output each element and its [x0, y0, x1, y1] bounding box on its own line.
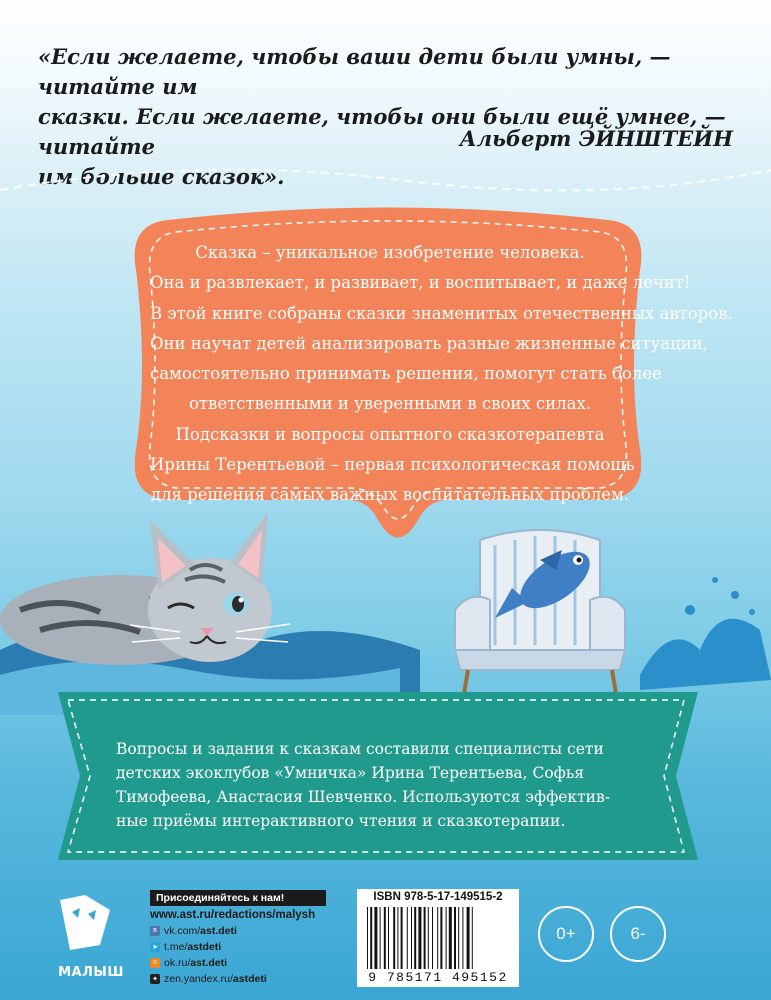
- description-line: Она и развлекает, и развивает, и воспитывает, и даже лечит!: [150, 273, 691, 293]
- authors-note-text: [116, 737, 672, 833]
- website-link[interactable]: www.ast.ru/redactions/malysh: [150, 909, 316, 921]
- barcode-bar: [401, 907, 403, 969]
- publisher-logo-text: МАЛЫШ: [58, 965, 124, 980]
- isbn-barcode-block: [357, 889, 519, 987]
- description-line: Они научат детей анализировать разные жизненные ситуации,: [150, 333, 708, 353]
- barcode-bar: [370, 907, 372, 969]
- water-splash-illustration: [640, 577, 771, 690]
- zen-icon: ✦: [150, 974, 160, 984]
- age-rating-badge: 0+: [538, 906, 594, 962]
- barcode-bar: [462, 907, 463, 969]
- social-link-telegram[interactable]: ➤ t.me/ astdeti: [150, 940, 330, 953]
- barcode-bar: [407, 907, 408, 969]
- odnoklassniki-icon: о: [150, 958, 160, 968]
- barcode-bar: [437, 907, 438, 969]
- quote-line: «Если желаете, чтобы ваши дети были умны, — читайте им: [38, 44, 671, 99]
- authors-note-line: Вопросы и задания к сказкам составили специалисты сети: [116, 740, 604, 758]
- armchair-illustration: [455, 530, 625, 705]
- barcode-bar: [432, 907, 433, 969]
- barcode-bar: [414, 907, 416, 969]
- barcode-bar: [467, 907, 470, 969]
- telegram-icon: ➤: [150, 942, 160, 952]
- barcode-bar: [388, 907, 389, 969]
- illustration: [0, 500, 771, 715]
- description-line: В этой книге собраны сказки знаменитых отечественных авторов.: [150, 303, 733, 323]
- age-rating-badge: 6-: [610, 906, 666, 962]
- barcode: [357, 907, 519, 971]
- cat-illustration: [0, 512, 290, 665]
- description-line: ответственными и уверенными в своих силах.: [188, 394, 592, 414]
- social-links: [150, 888, 330, 985]
- authors-note-line: детских экоклубов «Умничка» Ирина Терентьева, Софья: [116, 764, 585, 782]
- description-line: для решения самых важных воспитательных проблем.: [150, 485, 630, 505]
- quote-line: им больше сказок».: [38, 164, 285, 189]
- vk-icon: в: [150, 926, 160, 936]
- description-line: самостоятельно принимать решения, помогут стать более: [150, 364, 662, 384]
- barcode-bar: [384, 907, 386, 969]
- authors-note-line: ные приёмы интерактивного чтения и сказкотерапии.: [116, 812, 566, 830]
- description-line: Сказка – уникальное изобретение человека.: [195, 243, 585, 262]
- isbn-label: ISBN 978-5-17-149515-2: [373, 891, 503, 903]
- description-line: Ирины Терентьевой – первая психологическая помощь: [150, 455, 635, 475]
- authors-note-line: Тимофеева, Анастасия Шевченко. Используются эффектив-: [116, 788, 610, 806]
- description-line: Подсказки и вопросы опытного сказкотерапевта: [175, 424, 605, 444]
- barcode-bar: [428, 907, 429, 969]
- quote-line: сказки. Если желаете, чтобы они были ещё умнее, — читайте: [38, 104, 726, 159]
- social-link-zen[interactable]: ✦ zen.yandex.ru/ astdeti: [150, 972, 330, 985]
- barcode-bar: [367, 907, 368, 969]
- quote-author: Альберт ЭЙНШТЕЙН: [459, 126, 733, 151]
- barcode-bar: [458, 907, 459, 969]
- barcode-bar: [380, 907, 381, 969]
- barcode-bar: [454, 907, 456, 969]
- barcode-bar: [449, 907, 452, 969]
- barcode-bar: [424, 907, 426, 969]
- description-text: [150, 238, 733, 511]
- barcode-bar: [472, 907, 473, 969]
- barcode-bar: [374, 907, 377, 969]
- barcode-bar: [418, 907, 421, 969]
- social-link-odnoklassniki[interactable]: о ok.ru/ ast.deti: [150, 956, 330, 969]
- barcode-bar: [440, 907, 442, 969]
- social-link-vk[interactable]: в vk.com/ ast.deti: [150, 924, 330, 937]
- join-us-banner: Присоединяйтесь к нам!: [150, 890, 326, 906]
- barcode-bar: [446, 907, 447, 969]
- barcode-bar: [397, 907, 398, 969]
- barcode-bar: [393, 907, 395, 969]
- barcode-bar: [411, 907, 412, 969]
- isbn-digits: 9 785171 495152: [368, 970, 508, 985]
